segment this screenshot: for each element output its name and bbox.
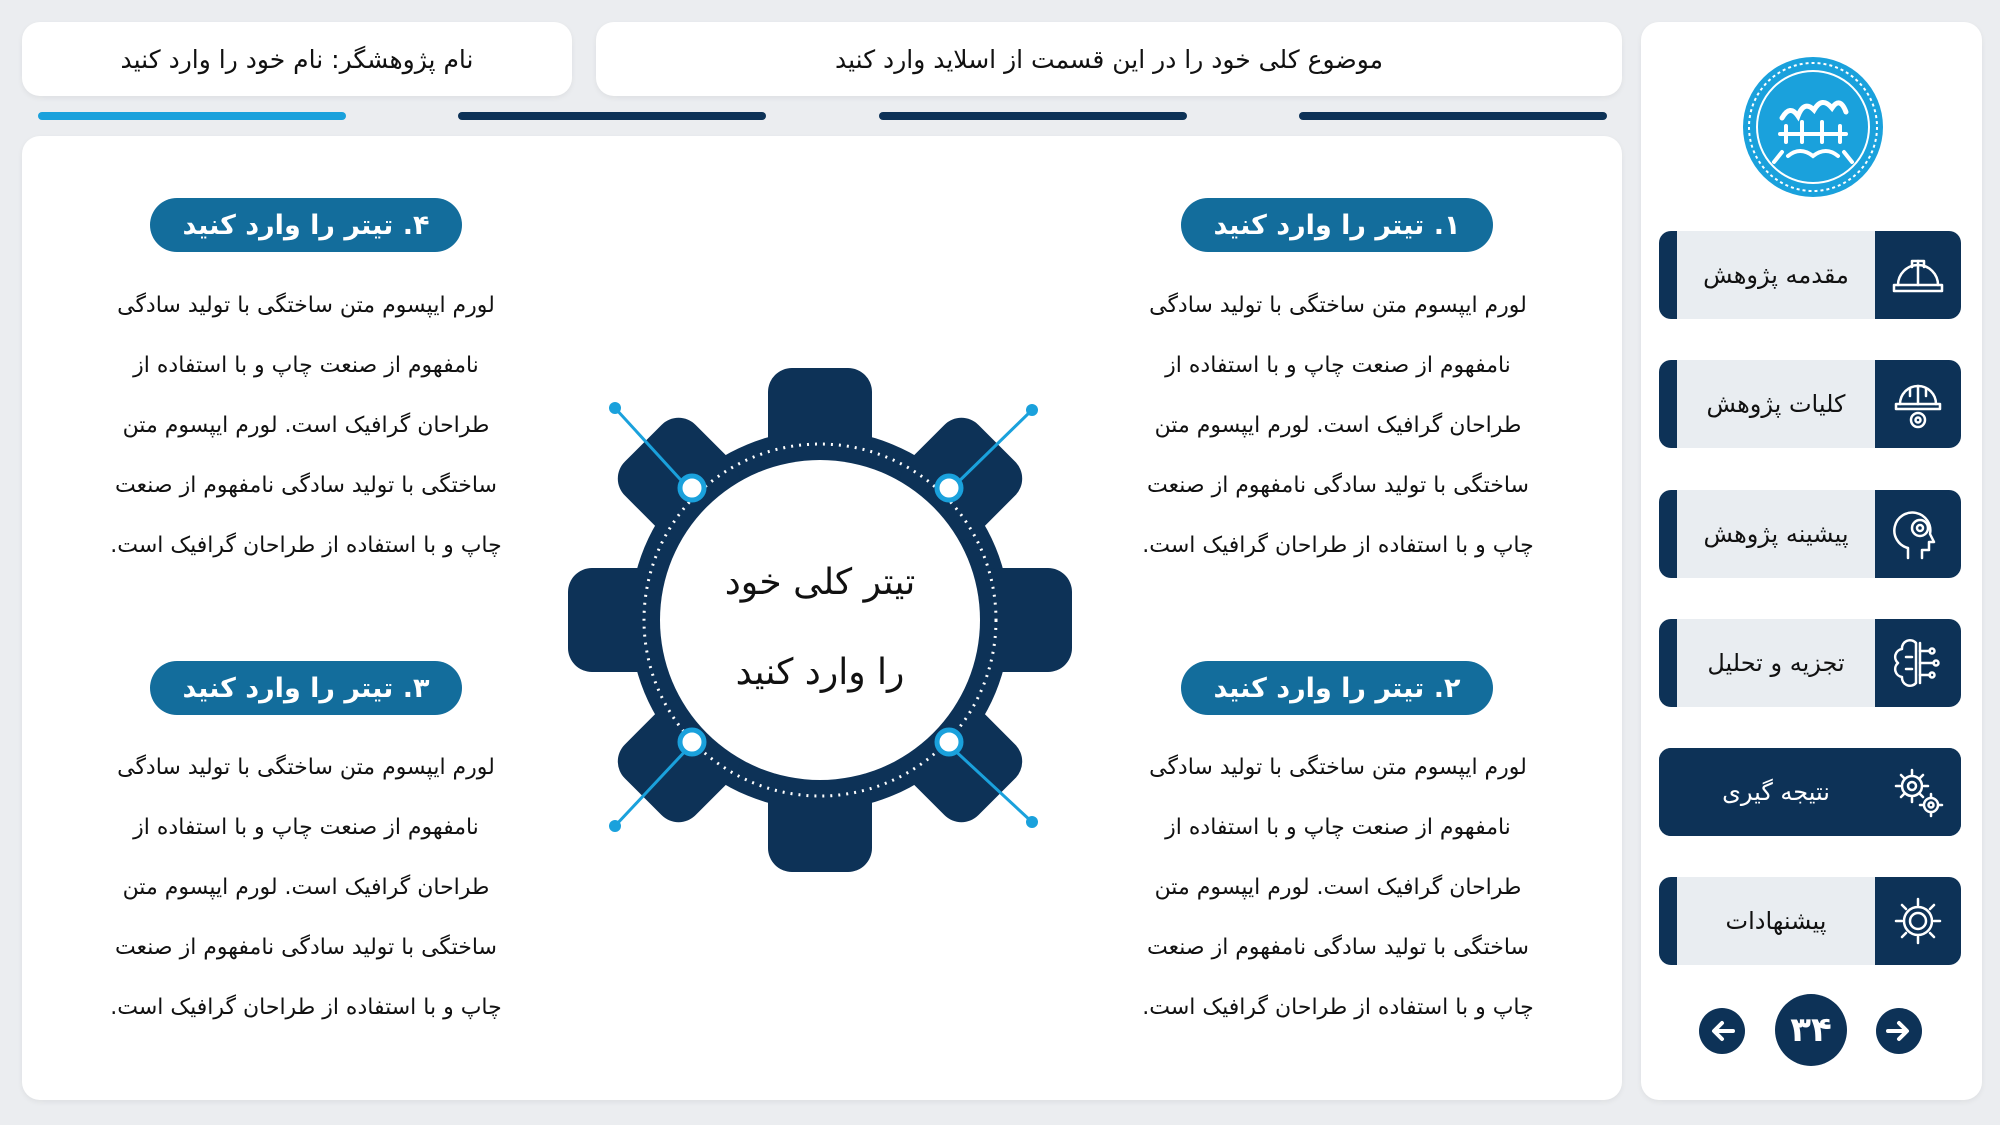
item-stripe (1659, 877, 1677, 965)
paragraph-line: چاپ و با استفاده از طراحان گرافیک است. (110, 995, 502, 1020)
paragraph-line: طراحان گرافیک است. لورم ایپسوم متن (1154, 413, 1522, 438)
sidebar-item-research-overview[interactable] (1659, 360, 1961, 448)
progress-segment-4 (1299, 112, 1607, 120)
section-2-paragraph (1118, 738, 1558, 1038)
section-3-title (150, 661, 462, 715)
item-stripe (1659, 231, 1677, 319)
previous-slide-button[interactable] (1699, 1008, 1745, 1054)
paragraph-line: لورم ایپسوم متن ساختگی با تولید سادگی (1149, 293, 1527, 318)
gear-icon (1875, 877, 1961, 965)
section-3-title-text: ۳. تیتر را وارد کنید (182, 672, 430, 704)
paragraph-line: لورم ایپسوم متن ساختگی با تولید سادگی (1149, 755, 1527, 780)
paragraph-line: نامفهوم از صنعت چاپ و با استفاده از (1165, 815, 1511, 840)
section-4-title-text: ۴. تیتر را وارد کنید (182, 209, 430, 241)
item-stripe (1659, 619, 1677, 707)
paragraph-line: لورم ایپسوم متن ساختگی با تولید سادگی (117, 293, 495, 318)
paragraph-line: لورم ایپسوم متن ساختگی با تولید سادگی (117, 755, 495, 780)
slide-topic-text: موضوع کلی خود را در این قسمت از اسلاید وارد کنید (835, 44, 1384, 74)
arrow-left-icon (1707, 1016, 1737, 1046)
center-title (680, 538, 960, 718)
section-1-paragraph (1118, 276, 1558, 576)
sidebar-item-label: مقدمه پژوهش (1703, 261, 1849, 289)
paragraph-line: چاپ و با استفاده از طراحان گرافیک است. (1142, 533, 1534, 558)
page-number-badge (1775, 994, 1847, 1066)
item-stripe (1659, 360, 1677, 448)
sidebar-item-label: پیشینه پژوهش (1703, 520, 1849, 548)
paragraph-line: چاپ و با استفاده از طراحان گرافیک است. (110, 533, 502, 558)
sidebar-item-analysis[interactable] (1659, 619, 1961, 707)
slide-topic-box[interactable] (596, 22, 1622, 96)
progress-segment-3 (879, 112, 1187, 120)
paragraph-line: نامفهوم از صنعت چاپ و با استفاده از (1165, 353, 1511, 378)
head-gear-icon (1875, 490, 1961, 578)
researcher-name-text: نام پژوهشگر: نام خود را وارد کنید (120, 44, 474, 74)
hard-hat-icon (1875, 231, 1961, 319)
item-stripe (1659, 748, 1677, 836)
sidebar-item-label: تجزیه و تحلیل (1707, 649, 1845, 677)
sidebar-item-suggestions[interactable] (1659, 877, 1961, 965)
section-2-title (1181, 661, 1493, 715)
progress-segment-1 (38, 112, 346, 120)
section-4-paragraph (86, 276, 526, 576)
section-4-title (150, 198, 462, 252)
progress-segment-2 (458, 112, 766, 120)
paragraph-line: طراحان گرافیک است. لورم ایپسوم متن (1154, 875, 1522, 900)
item-stripe (1659, 490, 1677, 578)
brain-circuit-icon (1875, 619, 1961, 707)
center-title-line-1: تیتر کلی خود (724, 562, 916, 603)
paragraph-line: ساختگی با تولید سادگی نامفهوم از صنعت (115, 473, 497, 498)
paragraph-line: نامفهوم از صنعت چاپ و با استفاده از (133, 353, 479, 378)
paragraph-line: ساختگی با تولید سادگی نامفهوم از صنعت (1147, 935, 1529, 960)
paragraph-line: چاپ و با استفاده از طراحان گرافیک است. (1142, 995, 1534, 1020)
section-1-title-text: ۱. تیتر را وارد کنید (1213, 209, 1461, 241)
helmet-gear-icon (1875, 360, 1961, 448)
arrow-right-icon (1884, 1016, 1914, 1046)
gears-icon (1875, 748, 1961, 836)
section-2-title-text: ۲. تیتر را وارد کنید (1213, 672, 1461, 704)
sidebar-item-research-introduction[interactable] (1659, 231, 1961, 319)
center-title-line-2: را وارد کنید (735, 652, 905, 693)
paragraph-line: ساختگی با تولید سادگی نامفهوم از صنعت (115, 935, 497, 960)
sidebar-item-literature-review[interactable] (1659, 490, 1961, 578)
paragraph-line: ساختگی با تولید سادگی نامفهوم از صنعت (1147, 473, 1529, 498)
sidebar-item-conclusion[interactable] (1659, 748, 1961, 836)
paragraph-line: طراحان گرافیک است. لورم ایپسوم متن (122, 875, 490, 900)
researcher-name-box[interactable] (22, 22, 572, 96)
paragraph-line: نامفهوم از صنعت چاپ و با استفاده از (133, 815, 479, 840)
university-of-tehran-logo (1742, 56, 1884, 198)
page-number-text: ۳۴ (1790, 1010, 1832, 1050)
sidebar-item-label: پیشنهادات (1725, 907, 1827, 935)
section-3-paragraph (86, 738, 526, 1038)
sidebar-item-label: کلیات پژوهش (1706, 390, 1846, 418)
paragraph-line: طراحان گرافیک است. لورم ایپسوم متن (122, 413, 490, 438)
section-1-title (1181, 198, 1493, 252)
sidebar-item-label: نتیجه گیری (1722, 778, 1830, 806)
next-slide-button[interactable] (1876, 1008, 1922, 1054)
